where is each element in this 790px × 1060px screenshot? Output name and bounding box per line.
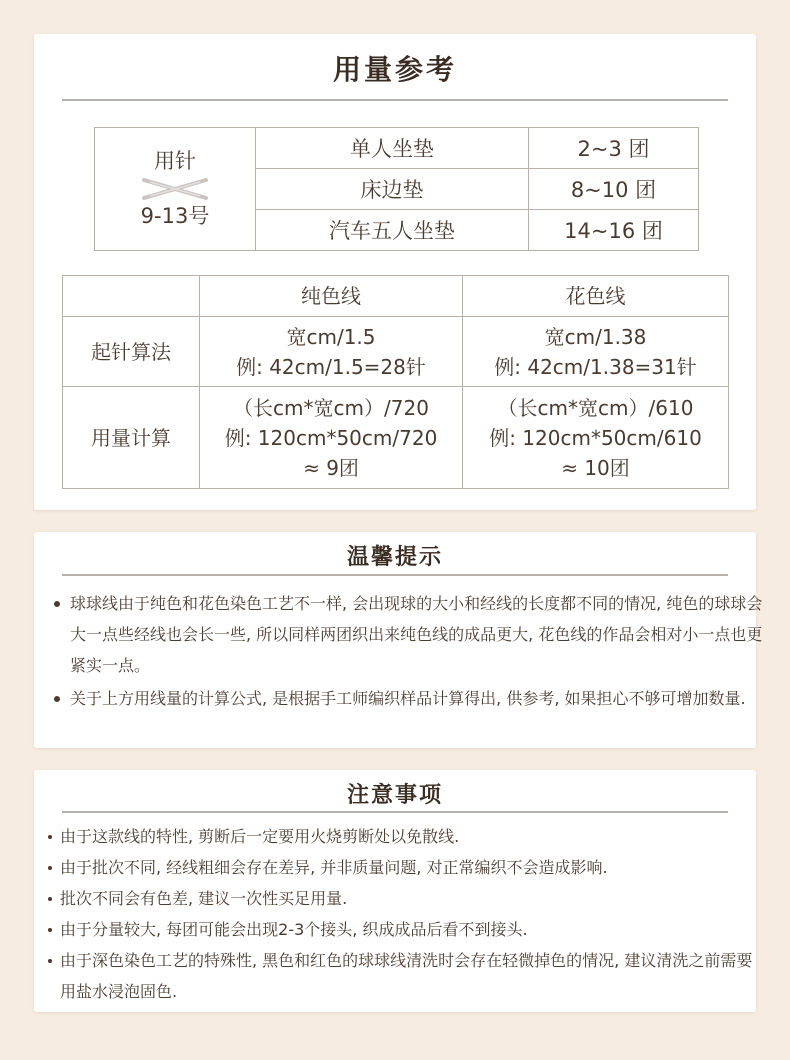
- list-item: 由于深色染色工艺的特殊性, 黑色和红色的球球线清洗时会存在轻微掉色的情况, 建议清洗之前需要用盐水浸泡固色.: [46, 945, 766, 1007]
- usage-title: 用量参考: [332, 53, 457, 86]
- list-item: 由于这款线的特性, 剪断后一定要用火烧剪断处以免散线.: [46, 821, 766, 852]
- table-row: [95, 128, 699, 169]
- fancy-cell: [463, 387, 729, 489]
- column-header-fancy: 花色线: [463, 276, 729, 317]
- needle-cell: [95, 128, 256, 251]
- needle-size: 9-13号: [140, 204, 210, 228]
- table-row: [63, 387, 729, 489]
- column-header-empty: [63, 276, 200, 317]
- notes-title: 注意事项: [346, 783, 443, 808]
- usage-item-amount: 2~3 团: [529, 128, 699, 169]
- needle-usage-table: [94, 127, 699, 251]
- usage-item-name: 床边垫: [256, 169, 529, 210]
- tips-list: [48, 588, 766, 716]
- list-item: 由于批次不同, 经线粗细会存在差异, 并非质量问题, 对正常编织不会造成影响.: [46, 852, 766, 883]
- cell-line: ≈ 9团: [303, 455, 359, 480]
- list-item: 批次不同会有色差, 建议一次性买足用量.: [46, 883, 766, 914]
- fancy-cell: [463, 317, 729, 387]
- tips-title: 温馨提示: [346, 545, 443, 570]
- cell-line: 例: 120cm*50cm/720: [224, 425, 438, 450]
- cell-line: 例: 120cm*50cm/610: [489, 425, 702, 450]
- table-header-row: [63, 276, 729, 317]
- list-item: 由于分量较大, 每团可能会出现2-3个接头, 织成成品后看不到接头.: [46, 914, 766, 945]
- usage-item-amount: 8~10 团: [529, 169, 699, 210]
- crossed-needles-icon: [140, 176, 210, 202]
- cell-line: （长cm*宽cm）/610: [497, 395, 694, 420]
- row-label: 起针算法: [63, 317, 200, 387]
- list-item: 关于上方用线量的计算公式, 是根据手工师编织样品计算得出, 供参考, 如果担心不够可增加数量.: [48, 683, 766, 714]
- cell-line: ≈ 10团: [561, 455, 630, 480]
- notes-list: [46, 821, 766, 1007]
- solid-cell: [200, 387, 463, 489]
- solid-cell: [200, 317, 463, 387]
- column-header-solid: 纯色线: [200, 276, 463, 317]
- notes-divider: [62, 811, 728, 813]
- cell-line: 例: 42cm/1.5=28针: [236, 354, 426, 379]
- needle-label: 用针: [154, 148, 196, 173]
- calculation-table: [62, 275, 729, 489]
- usage-item-name: 单人坐垫: [256, 128, 529, 169]
- tips-divider: [62, 574, 728, 576]
- usage-item-amount: 14~16 团: [529, 210, 699, 251]
- list-item: 球球线由于纯色和花色染色工艺不一样, 会出现球的大小和经线的长度都不同的情况, 纯色的球球会大一点些经线也会长一些, 所以同样两团织出来纯色线的成品更大, 花色线的作品会相对小一点也更紧实一点。: [48, 588, 766, 681]
- usage-title-divider: [62, 99, 728, 101]
- cell-line: （长cm*宽cm）/720: [233, 395, 429, 420]
- usage-item-name: 汽车五人坐垫: [256, 210, 529, 251]
- cell-line: 例: 42cm/1.38=31针: [494, 354, 697, 379]
- cell-line: 宽cm/1.38: [544, 324, 647, 349]
- table-row: [63, 317, 729, 387]
- cell-line: 宽cm/1.5: [286, 324, 376, 349]
- row-label: 用量计算: [63, 387, 200, 489]
